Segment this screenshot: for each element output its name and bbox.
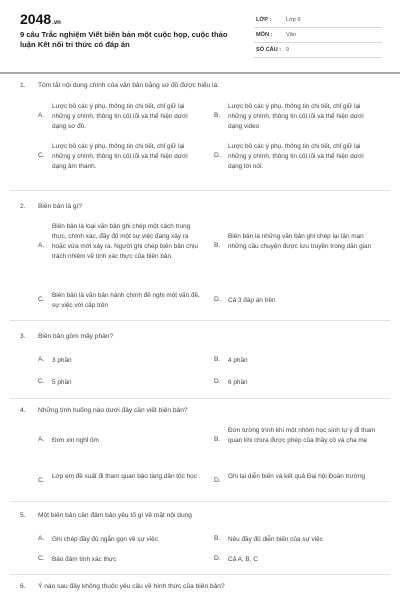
meta-label: MÔN : (256, 32, 273, 38)
option-text: Đơn tường trình khi một nhóm học sinh tự ý đi tham quan khi chưa được phép của thầy cô và cha mẹ (228, 427, 376, 444)
option-letter: C. (38, 378, 45, 385)
option-text: Cả A, B, C (228, 556, 258, 563)
option-text: Bảo đảm tính xác thực (52, 556, 117, 563)
option-text: Nêu đầy đủ diễn biến của sự việc (228, 536, 323, 543)
option-letter: A. (38, 436, 45, 443)
question-number: 4. (20, 407, 26, 414)
option-letter: B. (214, 535, 221, 542)
option-text: Đơn xin nghỉ ốm (52, 437, 99, 444)
option-letter: B. (214, 242, 221, 249)
option-letter: C. (38, 555, 45, 562)
question-text: Biên bản gồm mấy phần? (38, 333, 114, 340)
question-number: 2. (20, 203, 26, 210)
meta-label: SỐ CÂU : (256, 47, 282, 53)
question-text: Những tình huống nào dưới đây cần viết biên bản? (38, 407, 188, 414)
meta-value: Văn (286, 32, 296, 38)
question-text: Tóm tắt nội dung chính của văn bản bằng sơ đồ được hiểu là: (38, 82, 219, 89)
question-separator (10, 574, 390, 575)
header-divider (0, 72, 400, 74)
question-separator (10, 320, 390, 321)
option-text: Biên bản là những văn bản ghi chép lại tản mạn những câu chuyện được lưu truyền trong dân gian (228, 233, 372, 250)
meta-count (254, 45, 382, 58)
question-number: 3. (20, 333, 26, 340)
question-text: Một biên bản cần đảm bảo yêu tố gì về mặt nội dung (38, 512, 192, 519)
option-letter: D. (214, 555, 221, 562)
option-letter: B. (214, 112, 221, 119)
question-number: 5. (20, 512, 26, 519)
option-letter: A. (38, 112, 45, 119)
option-letter: C. (38, 152, 45, 159)
option-text: 5 phần (52, 379, 72, 386)
option-text: Lược bỏ các ý phụ, thông tin chi tiết, chỉ giữ lại những ý chính, thông tin cốt lõi và thể hiện dưới dạng sơ đồ. (52, 103, 188, 130)
option-text: 6 phần (228, 379, 248, 386)
page-header (0, 0, 400, 72)
option-letter: D. (214, 296, 221, 303)
option-text: Cả 3 đáp án trên (228, 297, 276, 304)
option-letter: A. (38, 535, 45, 542)
question-text: Biên bản là gì? (38, 203, 82, 210)
option-text: Biên bản là văn bản hành chính đề nghị một vấn đề, sự việc với cấp trên (52, 292, 200, 309)
question-separator (10, 398, 390, 399)
option-text: Lược bỏ các ý phụ, thông tin chi tiết, chỉ giữ lại những ý chính, thông tin cốt lõi và thể hiện dưới dạng lời nói. (228, 143, 364, 170)
option-text: Ghi lại diễn biến và kết quả Đại hội Đoàn trường (228, 473, 366, 480)
option-letter: B. (214, 436, 221, 443)
option-letter: A. (38, 356, 45, 363)
option-text: Lược bỏ các ý phụ, thông tin chi tiết, chỉ giữ lại những ý chính, thông tin cốt lõi và thể hiện dưới dạng video (228, 103, 364, 130)
option-letter: D. (214, 152, 221, 159)
question-number: 6. (20, 583, 26, 590)
option-letter: A. (38, 242, 45, 249)
meta-value: Lớp 6 (286, 17, 301, 23)
question-separator (10, 501, 390, 502)
meta-label: LỚP : (256, 17, 272, 23)
option-letter: B. (214, 356, 221, 363)
option-letter: C. (38, 296, 45, 303)
option-text: Ghi chép đầy đủ ngắn gọn về sự việc (52, 536, 158, 543)
question-separator (10, 190, 390, 191)
option-text: Biên bản là loại văn bản ghi chép một cách trung thực, chính xác, đầy đủ một sự việc đang xảy ra hoặc vừa mới xảy ra. Người ghi chép biên bản chịu trách nhiệm về tính xác thực của biên bản. (52, 223, 198, 260)
meta-subject (254, 30, 382, 43)
meta-class (254, 15, 382, 28)
option-text: 3 phần (52, 357, 72, 364)
option-text: 4 phần (228, 357, 248, 364)
question-text: Ý nào sau đây không thuộc yêu cầu về hình thức của biên bản? (38, 583, 225, 590)
option-letter: D. (214, 477, 221, 484)
option-text: Lớp em đề xuất đi tham quan bảo tàng dân tộc học (52, 473, 197, 480)
site-logo[interactable]: 2048.vn (20, 11, 61, 27)
option-letter: D. (214, 378, 221, 385)
option-text: Lược bỏ các ý phụ, thông tin chi tiết, chỉ giữ lại những ý chính, thông tin cốt lõi và thể hiện dưới dạng âm thanh. (52, 143, 188, 170)
option-letter: C. (38, 477, 45, 484)
meta-info (254, 15, 382, 60)
meta-value: 9 (286, 47, 290, 53)
question-number: 1. (20, 82, 26, 89)
page-title: 9 câu Trắc nghiệm Viết biên bản một cuộc họp, cuộc thảo luận Kết nối tri thức có đáp án (20, 30, 228, 49)
